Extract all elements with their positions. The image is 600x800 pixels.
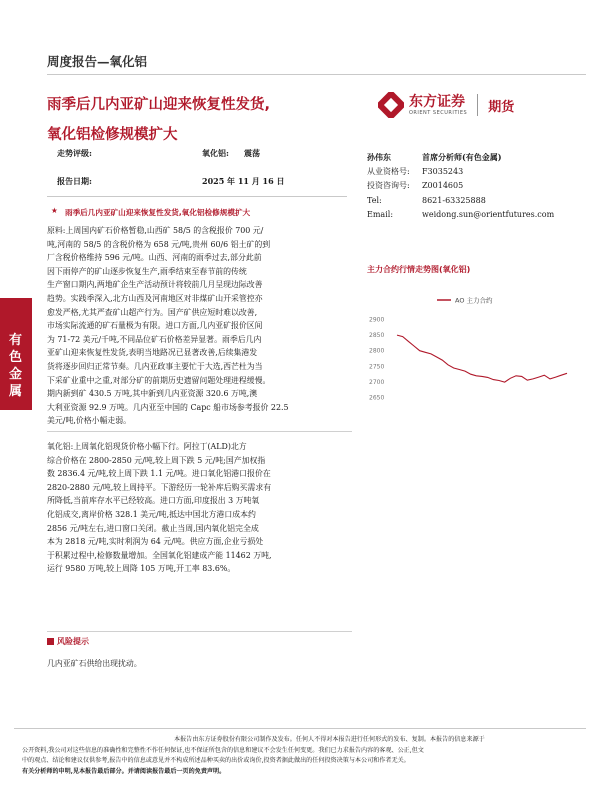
chart-legend bbox=[437, 296, 493, 305]
disclaimer-line: 公开资料,我公司对这些信息的准确性和完整性不作任何保证,也不保证所包含的信息和建议不会发生任何变更。我们已力求报告内容的客观、公正,但文 bbox=[22, 746, 424, 754]
para-line: 大利亚资源 92.9 万吨。几内亚至中国的 Capc 船市场参考报价 22.5 bbox=[47, 402, 289, 412]
para-line: 生产窗口期内,两地矿企生产活动预计将较前几月呈现边际改善 bbox=[47, 280, 263, 290]
risk-text: 几内亚矿石供给出现扰动。 bbox=[47, 659, 142, 668]
analyst-row bbox=[367, 179, 592, 194]
paragraph-divider bbox=[47, 631, 352, 632]
y-tick-label: 2700 bbox=[369, 379, 385, 387]
y-tick-label: 2650 bbox=[369, 394, 385, 402]
paragraph-divider bbox=[47, 431, 352, 432]
analyst-row bbox=[367, 208, 592, 223]
header-divider bbox=[47, 74, 586, 75]
headline bbox=[47, 90, 347, 150]
analyst-label: Tel: bbox=[367, 195, 382, 205]
risk-title-text: 风险提示 bbox=[57, 637, 89, 646]
para-line: 因下雨停产的矿山逐步恢复生产,雨季结束至春节前的传统 bbox=[47, 266, 247, 276]
logo-en: ORIENT SECURITIES bbox=[409, 110, 468, 116]
trend-item: 氧化铝: bbox=[202, 148, 229, 158]
para-line: 所降低,当前库存水平已经较高。进口方面,印度报出 3 万吨氧 bbox=[47, 496, 260, 506]
price-trend-chart bbox=[367, 292, 575, 410]
headline-line-2: 氧化铝检修规模扩大 bbox=[47, 127, 178, 143]
analyst-value: 8621-63325888 bbox=[422, 195, 486, 205]
disclaimer bbox=[22, 735, 578, 777]
para-line: 市场实际流通的矿石量极为有限。进口方面,几内亚矿报价区间 bbox=[47, 321, 263, 331]
trend-value: 震荡 bbox=[244, 148, 260, 158]
analyst-label: 投资咨询号: bbox=[367, 181, 410, 190]
orient-logo-icon bbox=[378, 92, 404, 118]
footer-divider bbox=[14, 728, 586, 729]
square-bullet-icon bbox=[47, 638, 54, 645]
para-line: 综合价格在 2800-2850 元/吨,较上周下跌 5 元/吨;国产加权指 bbox=[47, 455, 266, 465]
y-tick-label: 2850 bbox=[369, 332, 385, 340]
bauxite-paragraph bbox=[47, 224, 352, 428]
logo-separator bbox=[477, 94, 478, 116]
para-line: 美元/吨,价格小幅走弱。 bbox=[47, 416, 132, 426]
para-line: 于积累过程中,检修数量增加。全国氧化铝建成产能 11462 万吨, bbox=[47, 550, 272, 560]
disclaimer-line: 中的观点、结论和建议仅供参考,报告中的信息或意见并不构成所述品种买卖的出价或询价,投资者据此做出的任何投资决策与本公司和作者无关。 bbox=[22, 757, 410, 764]
para-line: 货将逐步回归正常节奏。几内亚政事主要忙于大选,西芒杜为当 bbox=[47, 361, 263, 371]
disclaimer-bold: 有关分析师的申明,见本报告最后部分。并请阅读报告最后一页的免责声明。 bbox=[22, 767, 226, 775]
legend-label: AO 主力合约 bbox=[455, 296, 493, 305]
highlight-banner bbox=[47, 204, 352, 222]
risk-heading bbox=[47, 636, 89, 647]
para-line: 氧化铝:上周氧化铝现货价格小幅下行。阿拉丁(ALD)北方 bbox=[47, 442, 247, 451]
logo-wordmark bbox=[409, 94, 467, 116]
report-type: 周度报告—氧化铝 bbox=[47, 54, 148, 69]
para-line: 亚矿山迎来恢复性发货,表明当地路况已显著改善,后续集港发 bbox=[47, 348, 258, 358]
para-line: 2856 元/吨左右,进口窗口关闭。截止当周,国内氧化铝完全成 bbox=[47, 523, 259, 533]
category-label: 有色金属 bbox=[9, 333, 23, 399]
para-line: 2820-2880 元/吨,较上周持平。下游经历一轮补库后购买需求有 bbox=[47, 482, 272, 492]
trend-row bbox=[47, 148, 347, 162]
series-line bbox=[397, 335, 567, 382]
para-line: 为 71-72 美元/千吨,不同品位矿石价格差异显著。雨季后几内 bbox=[47, 334, 262, 344]
para-line: 期内新到矿 430.5 万吨,其中新到几内亚资源 320.6 万吨,澳 bbox=[47, 389, 258, 399]
disclaimer-line: 本报告由东方证券股份有限公司制作及发布。任何人不得对本报告进行任何形式的发布、复制。本报告的信息来源于 bbox=[174, 736, 485, 743]
para-line: 愈发严格,尤其严查矿山超产行为。国产矿供应短时难以改善, bbox=[47, 307, 258, 317]
para-line: 数 2836.4 元/吨,较上周下跌 1.1 元/吨。进口氧化铝港口报价在 bbox=[47, 469, 271, 479]
logo-division: 期货 bbox=[488, 99, 515, 115]
para-line: 运行 9580 万吨,较上周降 105 万吨,开工率 83.6%。 bbox=[47, 564, 236, 574]
highlight-text: 雨季后几内亚矿山迎来恢复性发货,氧化铝检修规模扩大 bbox=[65, 208, 251, 217]
date-value: 2025 年 11 月 16 日 bbox=[202, 176, 285, 186]
category-side-tab bbox=[0, 298, 32, 410]
analyst-row bbox=[367, 194, 592, 209]
chart-title: 主力合约行情走势图(氧化铝) bbox=[367, 265, 471, 274]
analyst-row bbox=[367, 165, 592, 180]
analyst-label: Email: bbox=[367, 210, 394, 219]
logo-cn: 东方证券 bbox=[409, 94, 465, 110]
para-line: 下采矿业重中之重,对部分矿的前期历史遗留问题处理进程缓慢。 bbox=[47, 375, 271, 385]
analyst-name: 孙伟东 bbox=[367, 152, 391, 162]
analyst-label: 从业资格号: bbox=[367, 166, 410, 176]
analyst-value: F3035243 bbox=[422, 166, 464, 176]
para-line: 趋势。实践季深入,北方山西及河南地区对非煤矿山开采管控亦 bbox=[47, 293, 263, 303]
analyst-header bbox=[367, 150, 592, 165]
para-line: 吨,河南的 58/5 的含税价格为 658 元/吨,贵州 60/6 铝土矿的到 bbox=[47, 239, 271, 249]
alumina-paragraph bbox=[47, 440, 352, 576]
y-tick-label: 2750 bbox=[369, 363, 385, 371]
analyst-title: 首席分析师(有色金属) bbox=[422, 152, 502, 162]
para-line: 原料:上周国内矿石价格暂稳,山西矿 58/5 的含税报价 700 元/ bbox=[47, 226, 264, 235]
analyst-email[interactable]: weidong.sun@orientfutures.com bbox=[422, 210, 555, 219]
trend-label: 走势评级: bbox=[57, 148, 92, 158]
star-icon: ★ bbox=[51, 206, 58, 215]
y-tick-label: 2800 bbox=[369, 347, 385, 355]
meta-divider bbox=[47, 196, 347, 197]
analyst-info bbox=[367, 150, 592, 223]
date-label: 报告日期: bbox=[57, 176, 92, 186]
y-tick-label: 2900 bbox=[369, 316, 385, 324]
para-line: 本为 2818 元/吨,实时利润为 64 元/吨。供应方面,企业亏损处 bbox=[47, 537, 264, 547]
para-line: 化铝成交,离岸价格 328.1 美元/吨,抵达中国北方港口成本约 bbox=[47, 509, 256, 519]
y-axis-ticks bbox=[369, 316, 384, 401]
analyst-value: Z0014605 bbox=[422, 181, 464, 190]
para-line: 厂含税价格维持 596 元/吨。山西、河南的雨季过去,部分此前 bbox=[47, 253, 262, 263]
company-logo bbox=[378, 92, 514, 118]
date-row bbox=[47, 176, 347, 190]
headline-line-1: 雨季后几内亚矿山迎来恢复性发货, bbox=[47, 97, 271, 113]
